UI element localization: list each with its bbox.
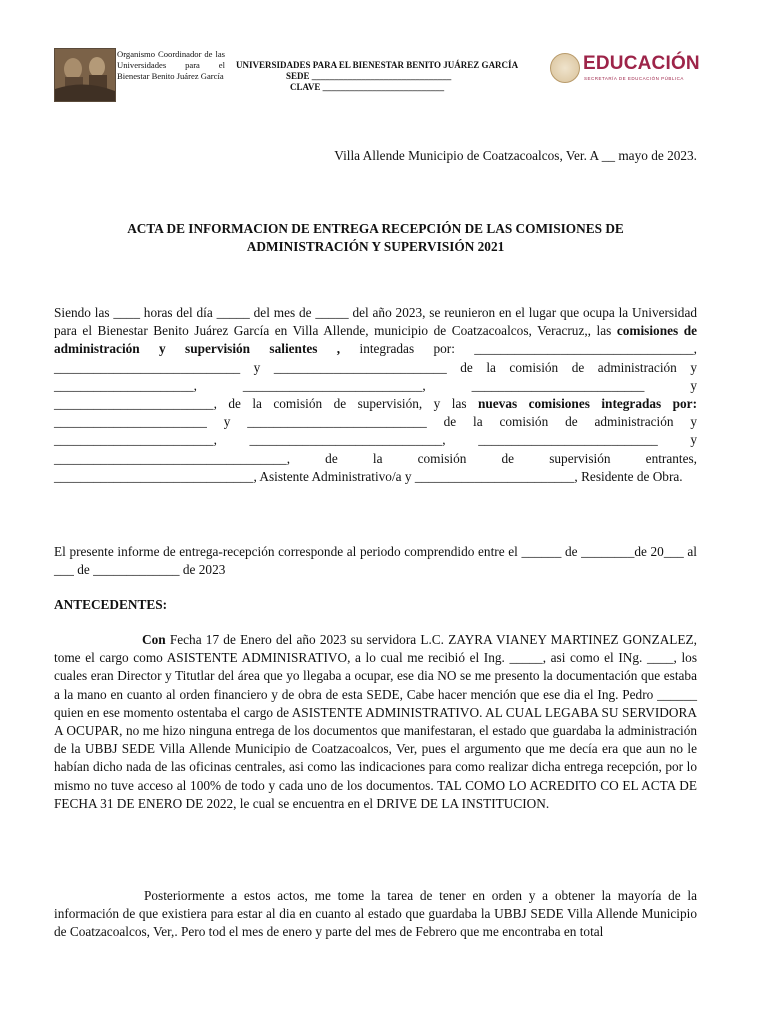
mexico-seal-icon — [550, 53, 580, 83]
title-line-2: ADMINISTRACIÓN Y SUPERVISIÓN 2021 — [246, 239, 505, 254]
p1-text-e: _______________________ y ___________________________ de la comisión de administración y ________________________, _____________________________, ___________________________ y ___________________________________, de la comisión de supervisión entrantes, ______________________________, Asistente Administrativo/a y ________________________, Residente de Obra. — [54, 414, 697, 484]
paragraph-antecedentes — [54, 631, 697, 813]
education-logo-subtitle: SECRETARÍA DE EDUCACIÓN PÚBLICA — [584, 76, 684, 81]
document-title — [54, 220, 697, 256]
p1-bold-outgoing: comisiones de administración y supervisión salientes , — [54, 323, 698, 357]
paragraph-posteriormente: Posteriormente a estos actos, me tome la tarea de tener en orden y a obtener la mayoría de la información de que existiera para estar al dia en cuanto al estado que guardaba la UBBJ SEDE Villa Allende Municipio de Coatzacoalcos, Ver,. Pero tod el mes de enero y parte del mes de Febrero que me encontraba en total — [54, 888, 697, 940]
p1-text-c: integradas por: _________________________________, ____________________________ y __________________________ de la comisión de administración y _____________________, ___________________________, __________________________ y ________________________, de la comisión de supervisión, y las — [54, 341, 697, 412]
university-header — [236, 60, 536, 93]
education-logo-title: EDUCACIÓN — [583, 53, 700, 74]
institution-logo-icon — [54, 48, 116, 102]
clave-field: CLAVE ___________________________ — [290, 82, 445, 92]
paragraph-meeting — [54, 304, 697, 486]
date-line: Villa Allende Municipio de Coatzacoalcos, Ver. A __ mayo de 2023. — [334, 148, 697, 163]
antecedentes-heading: ANTECEDENTES: — [54, 597, 168, 612]
p3-text: Fecha 17 de Enero del año 2023 su servidora L.C. ZAYRA VIANEY MARTINEZ GONZALEZ, tome el cargo como ASISTENTE ADMINISRATIVO, a lo cual me recibió el Ing. _____, asi como el INg. ____, los cuales eran Director y Titutlar del área que yo llegaba a ocupar, ese dia NO se me presento la documentación que estaba a la mano en cuanto al orden financiero y de obra de esta SEDE, Cabe hacer mención que ese dia el Ing. Pedro ______ quien en ese momento ostentaba el cargo de ASISTENTE ADMINISTRATIVO. AL CUAL LEGABA SU SERVIDORA A OCUPAR, no me hizo ninguna entrega de los documentos que manifestaran, el estado que guardaba la administración de la UBBJ SEDE Villa Allende Municipio de Coatzacoalcos, Ver, pues el argumento que me decía era que aun no le habían dicho nada de las oficinas centrales, asi como las indicaciones para como realizar dicha entrega recepción, por lo mismo no tuve acceso al 100% de todo y cada uno de los documentos. TAL COMO LO ACREDITO CO EL ACTA DE FECHA 31 DE ENERO DE 2022, le cual se encuentra en el DRIVE DE LA INSTITUCION. — [54, 632, 697, 811]
p1-text-a: Siendo las ____ horas del día _____ del mes de _____ del año 2023, se reunieron en el lugar que ocupa la Universidad para el Bienestar Benito Juárez García en Villa Allende, municipio de Coatzacoalcos, Veracruz,, las — [54, 305, 697, 339]
paragraph-period: El presente informe de entrega-recepción corresponde al periodo comprendido entre el ______ de ________de 20___ al ___ de _____________ de 2023 — [54, 544, 697, 578]
p1-bold-incoming: nuevas comisiones integradas por: — [477, 396, 698, 412]
university-name: UNIVERSIDADES PARA EL BIENESTAR BENITO JUÁREZ GARCÍA — [236, 60, 519, 70]
title-line-1: ACTA DE INFORMACION DE ENTREGA RECEPCIÓN DE LAS COMISIONES DE — [127, 221, 624, 236]
sede-field: SEDE _______________________________ — [286, 71, 452, 81]
p3-lead: Con — [142, 632, 166, 647]
organization-text: Organismo Coordinador de las Universidades para el Bienestar Benito Juárez García — [117, 49, 225, 81]
